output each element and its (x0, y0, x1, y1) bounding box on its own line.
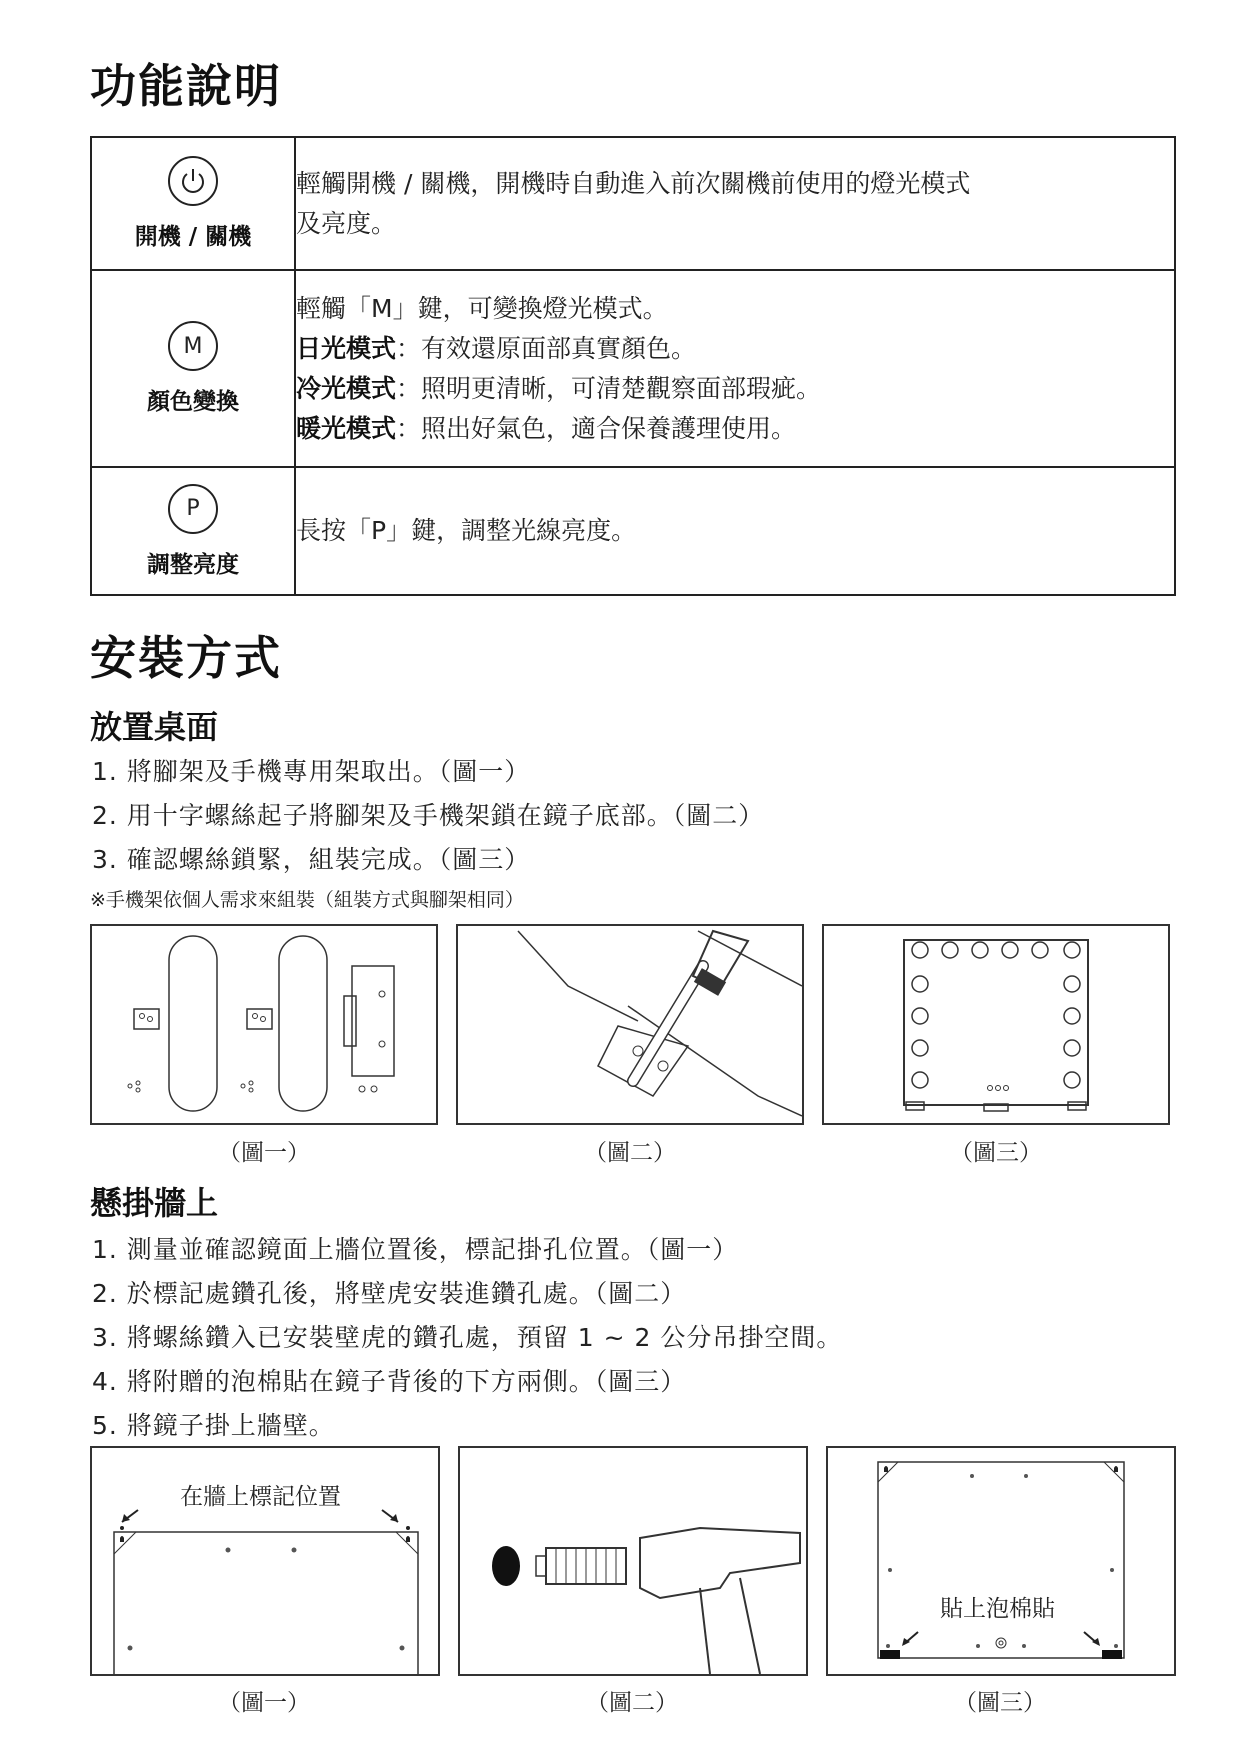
mirror-assembled-illustration (824, 926, 1168, 1123)
mode-line (296, 369, 1174, 409)
figure-desk-2 (456, 924, 804, 1125)
figure-wall-2 (458, 1446, 808, 1676)
mode-line (296, 409, 1174, 449)
figure-label: 在牆上標記位置 (180, 1484, 341, 1510)
step: 3. 將螺絲鑽入已安裝壁虎的鑽孔處，預留 1 ~ 2 公分吊掛空間。 (92, 1323, 843, 1352)
drill-anchor-illustration (460, 1448, 806, 1674)
m-key-icon: M (168, 321, 218, 371)
step: 1. 測量並確認鏡面上牆位置後，標記掛孔位置。（圖一） (92, 1235, 739, 1264)
foam-pad-illustration (828, 1448, 1174, 1674)
step: 3. 確認螺絲鎖緊，組裝完成。（圖三） (92, 845, 531, 874)
figure-caption: （圖一） (218, 1690, 310, 1716)
figure-label: 貼上泡棉貼 (940, 1590, 1055, 1623)
key-label: 開機 / 關機 (134, 224, 252, 250)
screwdriver-illustration (458, 926, 802, 1123)
key-label: 調整亮度 (147, 551, 239, 578)
figure-wall-1 (90, 1446, 440, 1676)
description-line: 及亮度。 (296, 208, 397, 238)
step: 2. 於標記處鑽孔後，將壁虎安裝進鑽孔處。（圖二） (92, 1279, 687, 1308)
stand-parts-illustration (92, 926, 436, 1123)
description-line: 輕觸「M」鍵，可變換燈光模式。 (296, 293, 668, 323)
key-cell-brightness (91, 467, 295, 595)
figure-caption: （圖二） (586, 1690, 678, 1716)
subsection-title-desk: 放置桌面 (90, 708, 219, 746)
figure-caption: （圖三） (950, 1140, 1042, 1166)
key-cell-color (91, 270, 295, 467)
figure-caption: （圖一） (218, 1140, 310, 1166)
p-key-icon: P (168, 484, 218, 534)
description-cell (295, 270, 1175, 467)
figure-desk-3 (822, 924, 1170, 1125)
table-row (91, 137, 1175, 270)
key-label: 顏色變換 (147, 389, 239, 415)
section-title-installation: 安裝方式 (90, 631, 282, 685)
figure-wall-3 (826, 1446, 1176, 1676)
step: 4. 將附贈的泡棉貼在鏡子背後的下方兩側。（圖三） (92, 1367, 687, 1396)
note: ※手機架依個人需求來組裝（組裝方式與腳架相同） (90, 889, 524, 911)
mode-text: ：有效還原面部真實顏色。 (396, 333, 697, 363)
mode-text: ：照明更清晰，可清楚觀察面部瑕疵。 (396, 373, 822, 403)
table-row (91, 467, 1175, 595)
figure-caption: （圖二） (584, 1140, 676, 1166)
description-cell (295, 137, 1175, 270)
function-table (90, 136, 1176, 596)
figure-desk-1 (90, 924, 438, 1125)
table-row (91, 270, 1175, 467)
mode-text: ：照出好氣色，適合保養護理使用。 (396, 413, 797, 443)
mode-name: 暖光模式 (296, 413, 397, 443)
step: 1. 將腳架及手機專用架取出。（圖一） (92, 757, 531, 786)
subsection-title-wall: 懸掛牆上 (90, 1184, 219, 1222)
figure-caption: （圖三） (954, 1690, 1046, 1716)
mode-line (296, 329, 1174, 369)
description-line: 輕觸開機 / 關機，開機時自動進入前次關機前使用的燈光模式 (296, 168, 971, 198)
wall-marking-illustration (92, 1448, 438, 1674)
power-icon (168, 156, 218, 206)
mode-name: 冷光模式 (296, 373, 397, 403)
mode-name: 日光模式 (296, 333, 397, 363)
section-title-functions: 功能說明 (90, 59, 282, 113)
description-line: 長按「P」鍵，調整光線亮度。 (296, 516, 637, 545)
step: 2. 用十字螺絲起子將腳架及手機架鎖在鏡子底部。（圖二） (92, 801, 765, 830)
key-cell-power (91, 137, 295, 270)
step: 5. 將鏡子掛上牆壁。 (92, 1411, 335, 1440)
description-cell (295, 467, 1175, 595)
